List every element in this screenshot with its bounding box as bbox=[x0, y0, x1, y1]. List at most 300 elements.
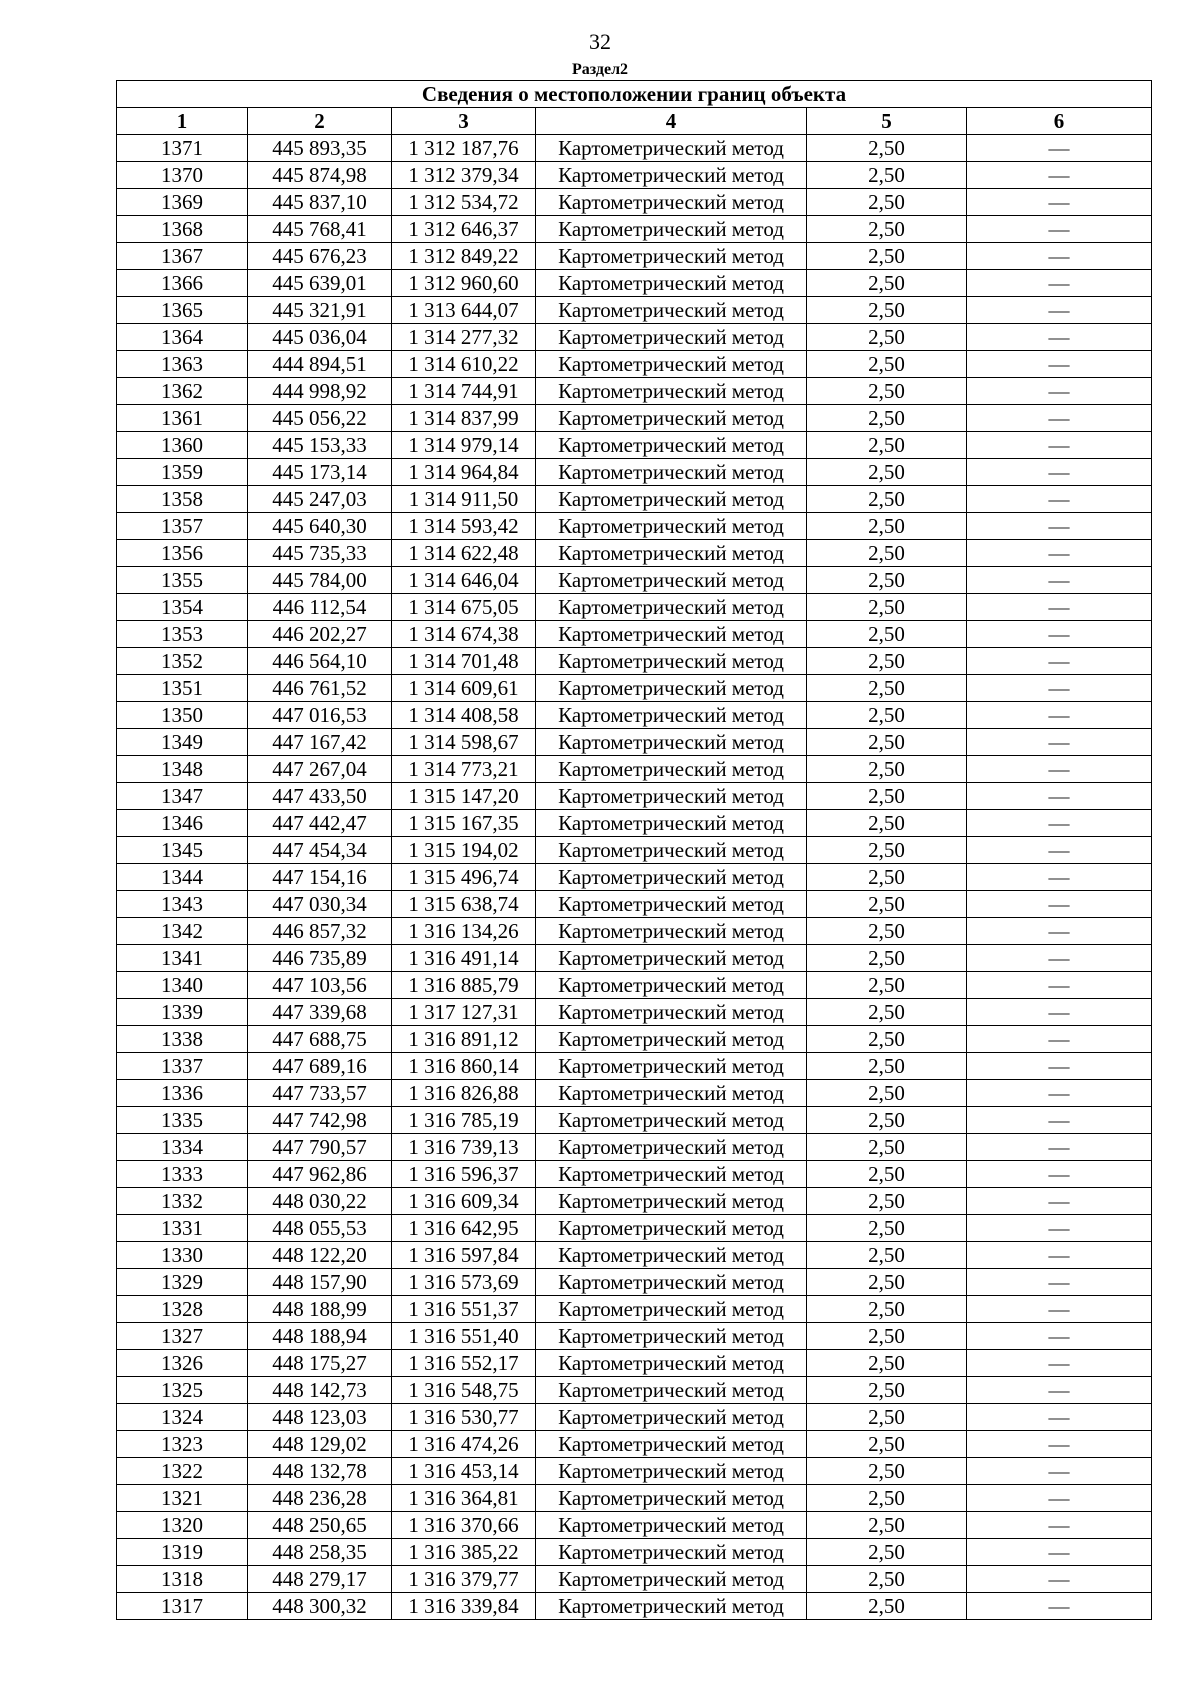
description-cell: — bbox=[967, 378, 1152, 405]
method-cell: Картометрический метод bbox=[536, 1593, 807, 1620]
point-number-cell: 1362 bbox=[117, 378, 248, 405]
description-cell: — bbox=[967, 1458, 1152, 1485]
y-coordinate-cell: 1 316 364,81 bbox=[392, 1485, 536, 1512]
point-number-cell: 1348 bbox=[117, 756, 248, 783]
method-cell: Картометрический метод bbox=[536, 729, 807, 756]
accuracy-cell: 2,50 bbox=[807, 1161, 967, 1188]
description-cell: — bbox=[967, 1107, 1152, 1134]
method-cell: Картометрический метод bbox=[536, 1215, 807, 1242]
y-coordinate-cell: 1 315 638,74 bbox=[392, 891, 536, 918]
column-header: 5 bbox=[807, 108, 967, 135]
x-coordinate-cell: 445 893,35 bbox=[248, 135, 392, 162]
description-cell: — bbox=[967, 1593, 1152, 1620]
x-coordinate-cell: 446 112,54 bbox=[248, 594, 392, 621]
point-number-cell: 1349 bbox=[117, 729, 248, 756]
x-coordinate-cell: 445 056,22 bbox=[248, 405, 392, 432]
boundary-coordinates-table bbox=[116, 80, 1152, 1620]
description-cell: — bbox=[967, 405, 1152, 432]
y-coordinate-cell: 1 316 551,37 bbox=[392, 1296, 536, 1323]
x-coordinate-cell: 447 442,47 bbox=[248, 810, 392, 837]
x-coordinate-cell: 448 142,73 bbox=[248, 1377, 392, 1404]
table-row bbox=[117, 351, 1152, 378]
point-number-cell: 1334 bbox=[117, 1134, 248, 1161]
x-coordinate-cell: 448 175,27 bbox=[248, 1350, 392, 1377]
method-cell: Картометрический метод bbox=[536, 1539, 807, 1566]
method-cell: Картометрический метод bbox=[536, 1296, 807, 1323]
method-cell: Картометрический метод bbox=[536, 972, 807, 999]
x-coordinate-cell: 447 030,34 bbox=[248, 891, 392, 918]
table-row bbox=[117, 594, 1152, 621]
table-row bbox=[117, 1458, 1152, 1485]
x-coordinate-cell: 447 742,98 bbox=[248, 1107, 392, 1134]
x-coordinate-cell: 445 639,01 bbox=[248, 270, 392, 297]
accuracy-cell: 2,50 bbox=[807, 135, 967, 162]
x-coordinate-cell: 447 454,34 bbox=[248, 837, 392, 864]
accuracy-cell: 2,50 bbox=[807, 432, 967, 459]
accuracy-cell: 2,50 bbox=[807, 1458, 967, 1485]
method-cell: Картометрический метод bbox=[536, 945, 807, 972]
x-coordinate-cell: 445 321,91 bbox=[248, 297, 392, 324]
table-row bbox=[117, 621, 1152, 648]
accuracy-cell: 2,50 bbox=[807, 1431, 967, 1458]
point-number-cell: 1354 bbox=[117, 594, 248, 621]
description-cell: — bbox=[967, 135, 1152, 162]
point-number-cell: 1347 bbox=[117, 783, 248, 810]
point-number-cell: 1325 bbox=[117, 1377, 248, 1404]
x-coordinate-cell: 448 279,17 bbox=[248, 1566, 392, 1593]
method-cell: Картометрический метод bbox=[536, 1458, 807, 1485]
point-number-cell: 1319 bbox=[117, 1539, 248, 1566]
y-coordinate-cell: 1 316 453,14 bbox=[392, 1458, 536, 1485]
point-number-cell: 1366 bbox=[117, 270, 248, 297]
y-coordinate-cell: 1 314 674,38 bbox=[392, 621, 536, 648]
table-row bbox=[117, 486, 1152, 513]
y-coordinate-cell: 1 315 147,20 bbox=[392, 783, 536, 810]
accuracy-cell: 2,50 bbox=[807, 1269, 967, 1296]
accuracy-cell: 2,50 bbox=[807, 648, 967, 675]
accuracy-cell: 2,50 bbox=[807, 837, 967, 864]
description-cell: — bbox=[967, 216, 1152, 243]
method-cell: Картометрический метод bbox=[536, 1404, 807, 1431]
point-number-cell: 1339 bbox=[117, 999, 248, 1026]
y-coordinate-cell: 1 316 552,17 bbox=[392, 1350, 536, 1377]
x-coordinate-cell: 448 300,32 bbox=[248, 1593, 392, 1620]
x-coordinate-cell: 445 153,33 bbox=[248, 432, 392, 459]
point-number-cell: 1344 bbox=[117, 864, 248, 891]
table-row bbox=[117, 891, 1152, 918]
accuracy-cell: 2,50 bbox=[807, 270, 967, 297]
x-coordinate-cell: 447 339,68 bbox=[248, 999, 392, 1026]
table-row bbox=[117, 1080, 1152, 1107]
x-coordinate-cell: 447 016,53 bbox=[248, 702, 392, 729]
accuracy-cell: 2,50 bbox=[807, 1512, 967, 1539]
x-coordinate-cell: 448 055,53 bbox=[248, 1215, 392, 1242]
point-number-cell: 1322 bbox=[117, 1458, 248, 1485]
method-cell: Картометрический метод bbox=[536, 459, 807, 486]
method-cell: Картометрический метод bbox=[536, 1134, 807, 1161]
table-row bbox=[117, 783, 1152, 810]
method-cell: Картометрический метод bbox=[536, 351, 807, 378]
method-cell: Картометрический метод bbox=[536, 918, 807, 945]
y-coordinate-cell: 1 316 339,84 bbox=[392, 1593, 536, 1620]
accuracy-cell: 2,50 bbox=[807, 216, 967, 243]
point-number-cell: 1326 bbox=[117, 1350, 248, 1377]
y-coordinate-cell: 1 316 379,77 bbox=[392, 1566, 536, 1593]
description-cell: — bbox=[967, 513, 1152, 540]
y-coordinate-cell: 1 316 642,95 bbox=[392, 1215, 536, 1242]
description-cell: — bbox=[967, 1026, 1152, 1053]
x-coordinate-cell: 447 103,56 bbox=[248, 972, 392, 999]
x-coordinate-cell: 446 857,32 bbox=[248, 918, 392, 945]
method-cell: Картометрический метод bbox=[536, 432, 807, 459]
method-cell: Картометрический метод bbox=[536, 783, 807, 810]
description-cell: — bbox=[967, 648, 1152, 675]
accuracy-cell: 2,50 bbox=[807, 567, 967, 594]
accuracy-cell: 2,50 bbox=[807, 459, 967, 486]
y-coordinate-cell: 1 312 534,72 bbox=[392, 189, 536, 216]
table-row bbox=[117, 1323, 1152, 1350]
accuracy-cell: 2,50 bbox=[807, 729, 967, 756]
point-number-cell: 1324 bbox=[117, 1404, 248, 1431]
table-header-row bbox=[117, 108, 1152, 135]
point-number-cell: 1353 bbox=[117, 621, 248, 648]
point-number-cell: 1333 bbox=[117, 1161, 248, 1188]
table-row bbox=[117, 1593, 1152, 1620]
accuracy-cell: 2,50 bbox=[807, 189, 967, 216]
y-coordinate-cell: 1 312 849,22 bbox=[392, 243, 536, 270]
accuracy-cell: 2,50 bbox=[807, 1215, 967, 1242]
x-coordinate-cell: 445 784,00 bbox=[248, 567, 392, 594]
accuracy-cell: 2,50 bbox=[807, 621, 967, 648]
accuracy-cell: 2,50 bbox=[807, 783, 967, 810]
description-cell: — bbox=[967, 999, 1152, 1026]
point-number-cell: 1364 bbox=[117, 324, 248, 351]
method-cell: Картометрический метод bbox=[536, 1377, 807, 1404]
table-row bbox=[117, 1134, 1152, 1161]
description-cell: — bbox=[967, 1350, 1152, 1377]
x-coordinate-cell: 446 735,89 bbox=[248, 945, 392, 972]
y-coordinate-cell: 1 314 744,91 bbox=[392, 378, 536, 405]
y-coordinate-cell: 1 316 596,37 bbox=[392, 1161, 536, 1188]
point-number-cell: 1360 bbox=[117, 432, 248, 459]
description-cell: — bbox=[967, 891, 1152, 918]
accuracy-cell: 2,50 bbox=[807, 1053, 967, 1080]
y-coordinate-cell: 1 314 964,84 bbox=[392, 459, 536, 486]
point-number-cell: 1321 bbox=[117, 1485, 248, 1512]
y-coordinate-cell: 1 316 370,66 bbox=[392, 1512, 536, 1539]
y-coordinate-cell: 1 316 785,19 bbox=[392, 1107, 536, 1134]
method-cell: Картометрический метод bbox=[536, 1080, 807, 1107]
point-number-cell: 1363 bbox=[117, 351, 248, 378]
table-row bbox=[117, 1431, 1152, 1458]
point-number-cell: 1367 bbox=[117, 243, 248, 270]
x-coordinate-cell: 448 123,03 bbox=[248, 1404, 392, 1431]
y-coordinate-cell: 1 315 194,02 bbox=[392, 837, 536, 864]
y-coordinate-cell: 1 316 573,69 bbox=[392, 1269, 536, 1296]
y-coordinate-cell: 1 316 548,75 bbox=[392, 1377, 536, 1404]
description-cell: — bbox=[967, 702, 1152, 729]
point-number-cell: 1350 bbox=[117, 702, 248, 729]
table-row bbox=[117, 378, 1152, 405]
description-cell: — bbox=[967, 162, 1152, 189]
accuracy-cell: 2,50 bbox=[807, 1377, 967, 1404]
point-number-cell: 1318 bbox=[117, 1566, 248, 1593]
method-cell: Картометрический метод bbox=[536, 648, 807, 675]
point-number-cell: 1365 bbox=[117, 297, 248, 324]
accuracy-cell: 2,50 bbox=[807, 1188, 967, 1215]
method-cell: Картометрический метод bbox=[536, 1242, 807, 1269]
point-number-cell: 1358 bbox=[117, 486, 248, 513]
table-row bbox=[117, 918, 1152, 945]
method-cell: Картометрический метод bbox=[536, 270, 807, 297]
x-coordinate-cell: 447 790,57 bbox=[248, 1134, 392, 1161]
x-coordinate-cell: 444 998,92 bbox=[248, 378, 392, 405]
y-coordinate-cell: 1 314 593,42 bbox=[392, 513, 536, 540]
y-coordinate-cell: 1 316 134,26 bbox=[392, 918, 536, 945]
method-cell: Картометрический метод bbox=[536, 837, 807, 864]
table-row bbox=[117, 405, 1152, 432]
description-cell: — bbox=[967, 675, 1152, 702]
point-number-cell: 1336 bbox=[117, 1080, 248, 1107]
accuracy-cell: 2,50 bbox=[807, 702, 967, 729]
accuracy-cell: 2,50 bbox=[807, 756, 967, 783]
accuracy-cell: 2,50 bbox=[807, 297, 967, 324]
x-coordinate-cell: 448 236,28 bbox=[248, 1485, 392, 1512]
point-number-cell: 1327 bbox=[117, 1323, 248, 1350]
y-coordinate-cell: 1 316 551,40 bbox=[392, 1323, 536, 1350]
description-cell: — bbox=[967, 810, 1152, 837]
y-coordinate-cell: 1 312 646,37 bbox=[392, 216, 536, 243]
point-number-cell: 1337 bbox=[117, 1053, 248, 1080]
accuracy-cell: 2,50 bbox=[807, 1296, 967, 1323]
page-number: 32 bbox=[589, 29, 611, 54]
method-cell: Картометрический метод bbox=[536, 1026, 807, 1053]
table-row bbox=[117, 648, 1152, 675]
x-coordinate-cell: 448 258,35 bbox=[248, 1539, 392, 1566]
point-number-cell: 1370 bbox=[117, 162, 248, 189]
point-number-cell: 1343 bbox=[117, 891, 248, 918]
table-row bbox=[117, 1242, 1152, 1269]
x-coordinate-cell: 448 188,99 bbox=[248, 1296, 392, 1323]
point-number-cell: 1331 bbox=[117, 1215, 248, 1242]
accuracy-cell: 2,50 bbox=[807, 1566, 967, 1593]
x-coordinate-cell: 448 030,22 bbox=[248, 1188, 392, 1215]
description-cell: — bbox=[967, 567, 1152, 594]
point-number-cell: 1328 bbox=[117, 1296, 248, 1323]
column-header: 2 bbox=[248, 108, 392, 135]
point-number-cell: 1323 bbox=[117, 1431, 248, 1458]
table-row bbox=[117, 756, 1152, 783]
table-row bbox=[117, 567, 1152, 594]
method-cell: Картометрический метод bbox=[536, 567, 807, 594]
point-number-cell: 1335 bbox=[117, 1107, 248, 1134]
table-row bbox=[117, 540, 1152, 567]
x-coordinate-cell: 444 894,51 bbox=[248, 351, 392, 378]
table-row bbox=[117, 1350, 1152, 1377]
method-cell: Картометрический метод bbox=[536, 540, 807, 567]
description-cell: — bbox=[967, 1404, 1152, 1431]
method-cell: Картометрический метод bbox=[536, 486, 807, 513]
y-coordinate-cell: 1 316 609,34 bbox=[392, 1188, 536, 1215]
table-row bbox=[117, 1539, 1152, 1566]
table-row bbox=[117, 972, 1152, 999]
point-number-cell: 1342 bbox=[117, 918, 248, 945]
table-row bbox=[117, 837, 1152, 864]
accuracy-cell: 2,50 bbox=[807, 1539, 967, 1566]
y-coordinate-cell: 1 314 979,14 bbox=[392, 432, 536, 459]
x-coordinate-cell: 445 837,10 bbox=[248, 189, 392, 216]
y-coordinate-cell: 1 317 127,31 bbox=[392, 999, 536, 1026]
accuracy-cell: 2,50 bbox=[807, 675, 967, 702]
accuracy-cell: 2,50 bbox=[807, 378, 967, 405]
description-cell: — bbox=[967, 432, 1152, 459]
description-cell: — bbox=[967, 1242, 1152, 1269]
table-row bbox=[117, 324, 1152, 351]
x-coordinate-cell: 448 122,20 bbox=[248, 1242, 392, 1269]
y-coordinate-cell: 1 316 474,26 bbox=[392, 1431, 536, 1458]
table-body bbox=[117, 135, 1152, 1620]
x-coordinate-cell: 448 250,65 bbox=[248, 1512, 392, 1539]
description-cell: — bbox=[967, 1269, 1152, 1296]
x-coordinate-cell: 447 733,57 bbox=[248, 1080, 392, 1107]
method-cell: Картометрический метод bbox=[536, 621, 807, 648]
y-coordinate-cell: 1 316 530,77 bbox=[392, 1404, 536, 1431]
table-row bbox=[117, 1377, 1152, 1404]
method-cell: Картометрический метод bbox=[536, 891, 807, 918]
x-coordinate-cell: 445 676,23 bbox=[248, 243, 392, 270]
point-number-cell: 1341 bbox=[117, 945, 248, 972]
x-coordinate-cell: 445 247,03 bbox=[248, 486, 392, 513]
x-coordinate-cell: 446 761,52 bbox=[248, 675, 392, 702]
description-cell: — bbox=[967, 918, 1152, 945]
method-cell: Картометрический метод bbox=[536, 189, 807, 216]
point-number-cell: 1371 bbox=[117, 135, 248, 162]
method-cell: Картометрический метод bbox=[536, 864, 807, 891]
accuracy-cell: 2,50 bbox=[807, 1026, 967, 1053]
y-coordinate-cell: 1 314 646,04 bbox=[392, 567, 536, 594]
point-number-cell: 1368 bbox=[117, 216, 248, 243]
method-cell: Картометрический метод bbox=[536, 216, 807, 243]
y-coordinate-cell: 1 314 408,58 bbox=[392, 702, 536, 729]
description-cell: — bbox=[967, 837, 1152, 864]
description-cell: — bbox=[967, 594, 1152, 621]
point-number-cell: 1355 bbox=[117, 567, 248, 594]
accuracy-cell: 2,50 bbox=[807, 999, 967, 1026]
column-header: 3 bbox=[392, 108, 536, 135]
method-cell: Картометрический метод bbox=[536, 702, 807, 729]
method-cell: Картометрический метод bbox=[536, 810, 807, 837]
x-coordinate-cell: 448 157,90 bbox=[248, 1269, 392, 1296]
description-cell: — bbox=[967, 1188, 1152, 1215]
description-cell: — bbox=[967, 1512, 1152, 1539]
point-number-cell: 1346 bbox=[117, 810, 248, 837]
y-coordinate-cell: 1 314 610,22 bbox=[392, 351, 536, 378]
method-cell: Картометрический метод bbox=[536, 1161, 807, 1188]
y-coordinate-cell: 1 314 837,99 bbox=[392, 405, 536, 432]
y-coordinate-cell: 1 314 622,48 bbox=[392, 540, 536, 567]
table-row bbox=[117, 1404, 1152, 1431]
description-cell: — bbox=[967, 1215, 1152, 1242]
method-cell: Картометрический метод bbox=[536, 297, 807, 324]
method-cell: Картометрический метод bbox=[536, 1485, 807, 1512]
accuracy-cell: 2,50 bbox=[807, 1134, 967, 1161]
table-row bbox=[117, 999, 1152, 1026]
table-row bbox=[117, 810, 1152, 837]
y-coordinate-cell: 1 314 598,67 bbox=[392, 729, 536, 756]
x-coordinate-cell: 447 962,86 bbox=[248, 1161, 392, 1188]
x-coordinate-cell: 447 154,16 bbox=[248, 864, 392, 891]
method-cell: Картометрический метод bbox=[536, 324, 807, 351]
description-cell: — bbox=[967, 1296, 1152, 1323]
description-cell: — bbox=[967, 1134, 1152, 1161]
y-coordinate-cell: 1 313 644,07 bbox=[392, 297, 536, 324]
method-cell: Картометрический метод bbox=[536, 1350, 807, 1377]
description-cell: — bbox=[967, 270, 1152, 297]
x-coordinate-cell: 447 433,50 bbox=[248, 783, 392, 810]
description-cell: — bbox=[967, 1566, 1152, 1593]
point-number-cell: 1369 bbox=[117, 189, 248, 216]
column-header: 1 bbox=[117, 108, 248, 135]
table-row bbox=[117, 216, 1152, 243]
description-cell: — bbox=[967, 783, 1152, 810]
table-row bbox=[117, 1026, 1152, 1053]
method-cell: Картометрический метод bbox=[536, 162, 807, 189]
description-cell: — bbox=[967, 1431, 1152, 1458]
x-coordinate-cell: 447 689,16 bbox=[248, 1053, 392, 1080]
accuracy-cell: 2,50 bbox=[807, 594, 967, 621]
description-cell: — bbox=[967, 324, 1152, 351]
method-cell: Картометрический метод bbox=[536, 1269, 807, 1296]
description-cell: — bbox=[967, 1053, 1152, 1080]
y-coordinate-cell: 1 312 379,34 bbox=[392, 162, 536, 189]
description-cell: — bbox=[967, 297, 1152, 324]
accuracy-cell: 2,50 bbox=[807, 162, 967, 189]
accuracy-cell: 2,50 bbox=[807, 1323, 967, 1350]
method-cell: Картометрический метод bbox=[536, 1566, 807, 1593]
y-coordinate-cell: 1 314 277,32 bbox=[392, 324, 536, 351]
accuracy-cell: 2,50 bbox=[807, 945, 967, 972]
x-coordinate-cell: 448 188,94 bbox=[248, 1323, 392, 1350]
accuracy-cell: 2,50 bbox=[807, 1242, 967, 1269]
y-coordinate-cell: 1 314 911,50 bbox=[392, 486, 536, 513]
y-coordinate-cell: 1 312 187,76 bbox=[392, 135, 536, 162]
accuracy-cell: 2,50 bbox=[807, 864, 967, 891]
table-caption: Сведения о местоположении границ объекта bbox=[117, 81, 1152, 108]
accuracy-cell: 2,50 bbox=[807, 1485, 967, 1512]
table-row bbox=[117, 702, 1152, 729]
table-row bbox=[117, 1485, 1152, 1512]
table-row bbox=[117, 1566, 1152, 1593]
y-coordinate-cell: 1 314 675,05 bbox=[392, 594, 536, 621]
method-cell: Картометрический метод bbox=[536, 1188, 807, 1215]
accuracy-cell: 2,50 bbox=[807, 540, 967, 567]
description-cell: — bbox=[967, 459, 1152, 486]
x-coordinate-cell: 445 768,41 bbox=[248, 216, 392, 243]
y-coordinate-cell: 1 315 496,74 bbox=[392, 864, 536, 891]
method-cell: Картометрический метод bbox=[536, 675, 807, 702]
method-cell: Картометрический метод bbox=[536, 1107, 807, 1134]
y-coordinate-cell: 1 316 597,84 bbox=[392, 1242, 536, 1269]
x-coordinate-cell: 447 167,42 bbox=[248, 729, 392, 756]
description-cell: — bbox=[967, 1377, 1152, 1404]
table-row bbox=[117, 864, 1152, 891]
point-number-cell: 1357 bbox=[117, 513, 248, 540]
accuracy-cell: 2,50 bbox=[807, 1593, 967, 1620]
description-cell: — bbox=[967, 621, 1152, 648]
y-coordinate-cell: 1 316 826,88 bbox=[392, 1080, 536, 1107]
accuracy-cell: 2,50 bbox=[807, 918, 967, 945]
x-coordinate-cell: 445 874,98 bbox=[248, 162, 392, 189]
